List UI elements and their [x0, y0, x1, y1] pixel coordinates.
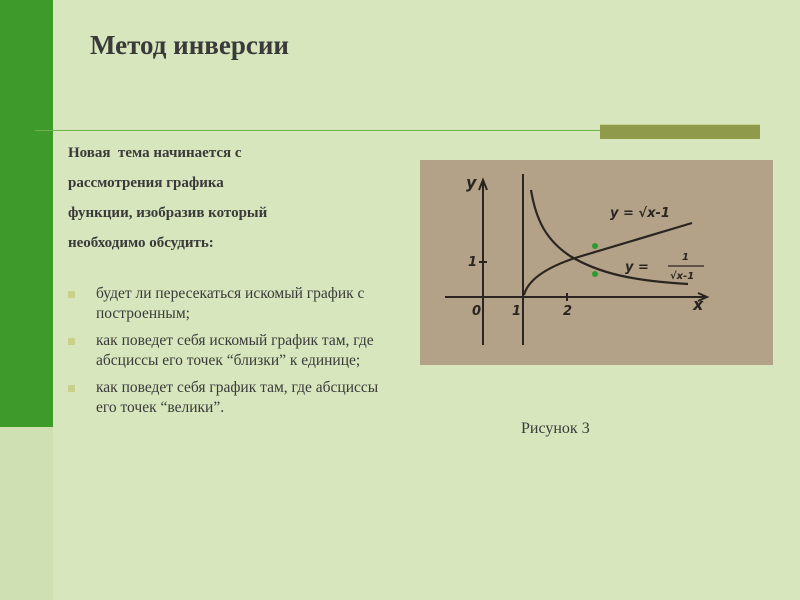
divider-block	[600, 124, 760, 139]
square-bullet-icon	[68, 385, 75, 392]
bullet-item	[68, 331, 398, 371]
intro-line: необходимо обсудить:	[68, 235, 214, 251]
y-axis-label: y	[466, 173, 477, 192]
bullet-text: будет ли пересекаться искомый график с построенным;	[96, 285, 365, 322]
x-tick-label-2: 2	[563, 304, 573, 319]
square-bullet-icon	[68, 338, 75, 345]
slide-title: Метод инверсии	[90, 30, 289, 60]
square-bullet-icon	[68, 291, 75, 298]
x-tick-label-1: 1	[512, 304, 522, 319]
intro-text	[68, 138, 368, 258]
bullet-text: как поведет себя график там, где абсциссы его точек “велики”.	[96, 379, 379, 416]
intro-line: Новая тема начинается с	[68, 145, 242, 161]
y-tick-label-1: 1	[468, 255, 478, 270]
graph-svg	[420, 160, 773, 365]
bullet-text: как поведет себя искомый график там, где абсциссы его точек “близки” к единице;	[96, 332, 374, 369]
point-marker	[592, 243, 598, 249]
accent-side-bar	[0, 0, 53, 427]
inverse-curve-label-den: √x-1	[670, 271, 695, 282]
point-marker	[592, 271, 598, 277]
intro-line: рассмотрения графика	[68, 175, 224, 191]
figure-caption: Рисунок 3	[521, 420, 590, 437]
sqrt-curve	[524, 223, 695, 295]
inverse-curve-label-lhs: y =	[625, 260, 649, 275]
bullet-item	[68, 284, 398, 324]
sqrt-curve-label: y = √x-1	[610, 206, 670, 221]
inverse-curve-label-num: 1	[682, 252, 689, 263]
bullet-list	[68, 284, 398, 425]
bullet-item	[68, 378, 398, 418]
origin-label: 0	[472, 304, 482, 319]
function-graph-figure	[420, 160, 773, 365]
accent-side-bar-lower	[0, 427, 53, 600]
intro-line: функции, изобразив который	[68, 205, 268, 221]
inverse-sqrt-curve	[531, 190, 688, 284]
x-axis-label: x	[693, 295, 704, 314]
